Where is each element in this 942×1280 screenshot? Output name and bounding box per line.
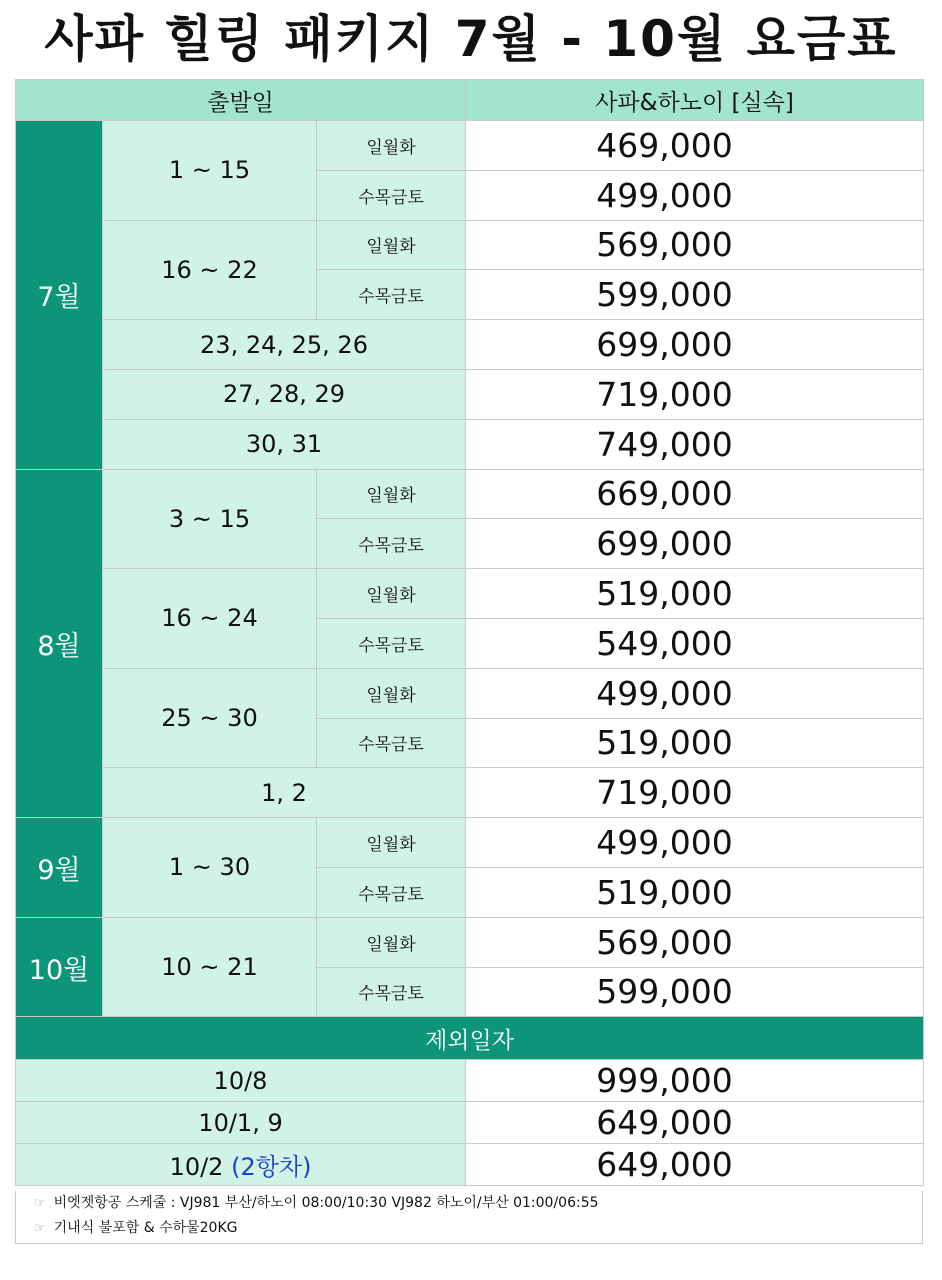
date-range: 27, 28, 29 [103,369,466,419]
date-range: 16 ~ 24 [103,569,317,669]
price-cell: 499,000 [466,818,924,868]
date-range: 10 ~ 21 [103,917,317,1017]
price-cell: 649,000 [466,1144,924,1186]
price-cell: 599,000 [466,967,924,1017]
pointing-hand-icon: ☞ [34,1196,46,1211]
price-cell: 499,000 [466,668,924,718]
weekday-label: 수목금토 [317,270,466,320]
notes-box [15,1191,923,1244]
price-cell: 519,000 [466,867,924,917]
meal-baggage-note: 기내식 불포함 & 수하물20KG [53,1220,238,1236]
weekday-label: 일월화 [317,668,466,718]
weekday-label: 일월화 [317,220,466,270]
fare-table [15,79,924,1186]
price-cell: 519,000 [466,569,924,619]
price-cell: 549,000 [466,618,924,668]
note-line [16,1191,922,1216]
price-cell: 999,000 [466,1060,924,1102]
exclusion-date: 10/2 [169,1153,224,1182]
month-august: 8월 [16,469,103,818]
date-range: 1 ~ 30 [103,818,317,918]
date-range: 16 ~ 22 [103,220,317,320]
header-price: 사파&하노이 [실속] [466,80,924,121]
note-line [16,1216,922,1241]
price-cell: 499,000 [466,170,924,220]
page-title: 사파 힐링 패키지 7월 - 10월 요금표 [44,10,898,68]
price-cell: 599,000 [466,270,924,320]
price-cell: 519,000 [466,718,924,768]
weekday-label: 일월화 [317,569,466,619]
exclusion-date-row [16,1144,466,1186]
date-range: 25 ~ 30 [103,668,317,768]
month-october: 10월 [16,917,103,1017]
price-cell: 569,000 [466,220,924,270]
weekday-label: 수목금토 [317,967,466,1017]
price-cell: 669,000 [466,469,924,519]
flight-schedule: 비엣젯항공 스케줄 : VJ981 부산/하노이 08:00/10:30 VJ982 하노이/부산 01:00/06:55 [53,1195,599,1211]
date-range: 3 ~ 15 [103,469,317,569]
weekday-label: 수목금토 [317,170,466,220]
weekday-label: 수목금토 [317,618,466,668]
weekday-label: 일월화 [317,917,466,967]
price-cell: 569,000 [466,917,924,967]
exclusion-header: 제외일자 [16,1017,924,1060]
price-cell: 699,000 [466,320,924,370]
month-september: 9월 [16,818,103,918]
header-departure: 출발일 [16,80,466,121]
weekday-label: 수목금토 [317,718,466,768]
price-cell: 719,000 [466,369,924,419]
weekday-label: 일월화 [317,469,466,519]
date-range: 1 ~ 15 [103,121,317,221]
price-cell: 469,000 [466,121,924,171]
date-range: 1, 2 [103,768,466,818]
pointing-hand-icon: ☞ [34,1221,46,1236]
exclusion-date: 10/1, 9 [16,1102,466,1144]
price-cell: 749,000 [466,419,924,469]
price-cell: 649,000 [466,1102,924,1144]
weekday-label: 일월화 [317,818,466,868]
weekday-label: 수목금토 [317,867,466,917]
weekday-label: 일월화 [317,121,466,171]
exclusion-note: (2항차) [231,1153,312,1182]
exclusion-date: 10/8 [16,1060,466,1102]
price-cell: 699,000 [466,519,924,569]
date-range: 30, 31 [103,419,466,469]
month-july: 7월 [16,121,103,470]
weekday-label: 수목금토 [317,519,466,569]
date-range: 23, 24, 25, 26 [103,320,466,370]
price-cell: 719,000 [466,768,924,818]
